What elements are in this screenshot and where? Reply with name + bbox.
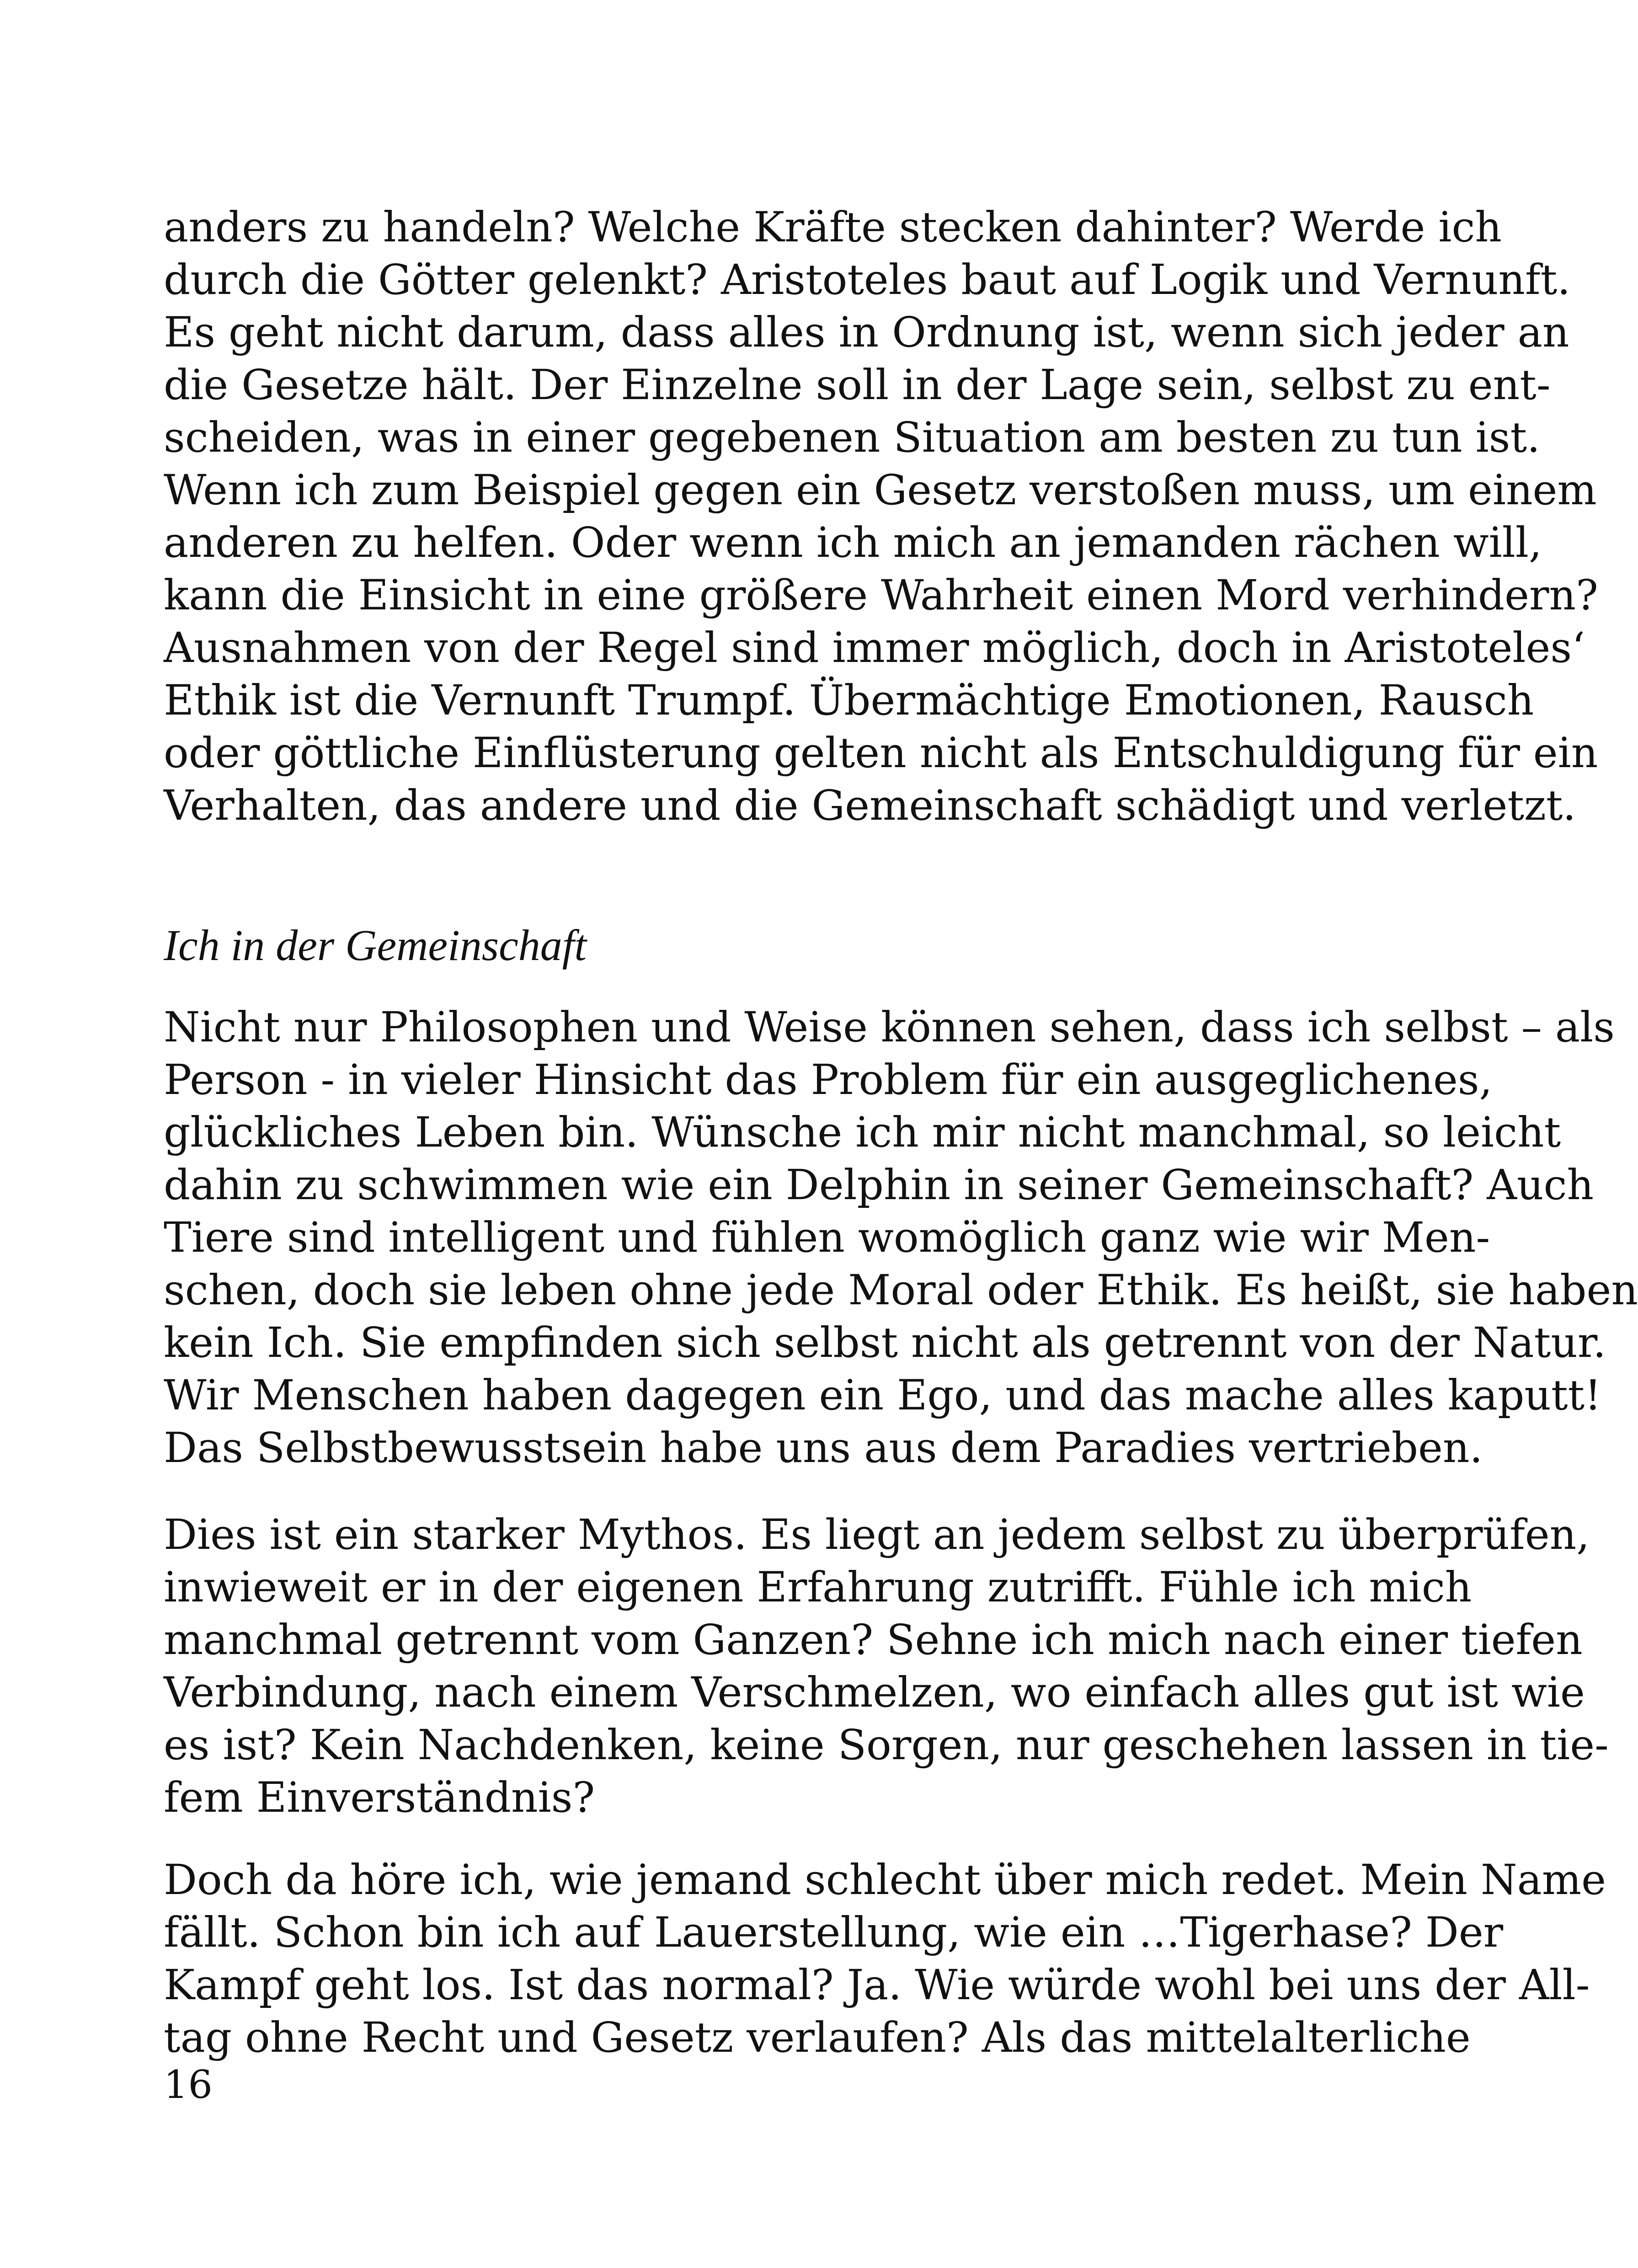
text-line: anderen zu helfen. Oder wenn ich mich an jemanden rächen will,	[164, 519, 1542, 567]
text-line: die Gesetze hält. Der Einzelne soll in der Lage sein, selbst zu ent-	[164, 361, 1551, 409]
paragraph	[164, 1854, 1606, 2064]
paragraph	[164, 1509, 1609, 1824]
text-line: scheiden, was in einer gegebenen Situation am besten zu tun ist.	[164, 414, 1540, 462]
paragraph	[164, 201, 1598, 832]
text-line: Es geht nicht darum, dass alles in Ordnung ist, wenn sich jeder an	[164, 309, 1569, 357]
text-line: dahin zu schwimmen wie ein Delphin in seiner Gemeinschaft? Auch	[164, 1161, 1594, 1209]
text-line: Tiere sind intelligent und fühlen womöglich ganz wie wir Men-	[164, 1214, 1490, 1262]
text-line: manchmal getrennt vom Ganzen? Sehne ich mich nach einer tiefen	[164, 1616, 1583, 1664]
text-line: glückliches Leben bin. Wünsche ich mir nicht manchmal, so leicht	[164, 1109, 1561, 1157]
text-line: schen, doch sie leben ohne jede Moral oder Ethik. Es heißt, sie haben	[164, 1266, 1638, 1314]
text-line: Ausnahmen von der Regel sind immer möglich, doch in Aristoteles‘	[164, 624, 1585, 672]
text-line: durch die Götter gelenkt? Aristoteles baut auf Logik und Vernunft.	[164, 256, 1571, 304]
page-number: 16	[164, 2062, 213, 2107]
text-line: Verbindung, nach einem Verschmelzen, wo einfach alles gut ist wie	[164, 1669, 1585, 1717]
paragraph	[164, 1001, 1638, 1474]
text-line: Wir Menschen haben dagegen ein Ego, und das mache alles kaputt!	[164, 1371, 1601, 1420]
text-line: fällt. Schon bin ich auf Lauerstellung, wie ein …Tigerhase? Der	[164, 1909, 1504, 1957]
text-line: kann die Einsicht in eine größere Wahrheit einen Mord verhindern?	[164, 571, 1598, 619]
text-line: anders zu handeln? Welche Kräfte stecken dahinter? Werde ich	[164, 203, 1502, 251]
text-line: Wenn ich zum Beispiel gegen ein Gesetz verstoßen muss, um einem	[164, 466, 1597, 514]
text-line: es ist? Kein Nachdenken, keine Sorgen, nur geschehen lassen in tie-	[164, 1721, 1609, 1769]
text-line: inwieweit er in der eigenen Erfahrung zutrifft. Fühle ich mich	[164, 1564, 1472, 1612]
text-line: Ethik ist die Vernunft Trumpf. Übermächtige Emotionen, Rausch	[164, 677, 1534, 725]
text-line: Kampf geht los. Ist das normal? Ja. Wie würde wohl bei uns der All-	[164, 1961, 1590, 2009]
section-heading: Ich in der Gemeinschaft	[164, 921, 587, 970]
text-line: Dies ist ein starker Mythos. Es liegt an jedem selbst zu überprüfen,	[164, 1511, 1590, 1559]
text-line: Doch da höre ich, wie jemand schlecht über mich redet. Mein Name	[164, 1856, 1606, 1904]
text-line: fem Einverständnis?	[164, 1774, 595, 1822]
text-line: kein Ich. Sie empfinden sich selbst nicht als getrennt von der Natur.	[164, 1319, 1606, 1367]
text-line: oder göttliche Einflüsterung gelten nicht als Entschuldigung für ein	[164, 729, 1598, 777]
text-line: tag ohne Recht und Gesetz verlaufen? Als das mittelalterliche	[164, 2014, 1471, 2062]
text-line: Person - in vieler Hinsicht das Problem für ein ausgeglichenes,	[164, 1056, 1493, 1104]
text-line: Das Selbstbewusstsein habe uns aus dem Paradies vertrieben.	[164, 1424, 1483, 1472]
text-line: Nicht nur Philosophen und Weise können sehen, dass ich selbst – als	[164, 1003, 1615, 1051]
text-line: Verhalten, das andere und die Gemeinschaft schädigt und verletzt.	[164, 782, 1576, 830]
